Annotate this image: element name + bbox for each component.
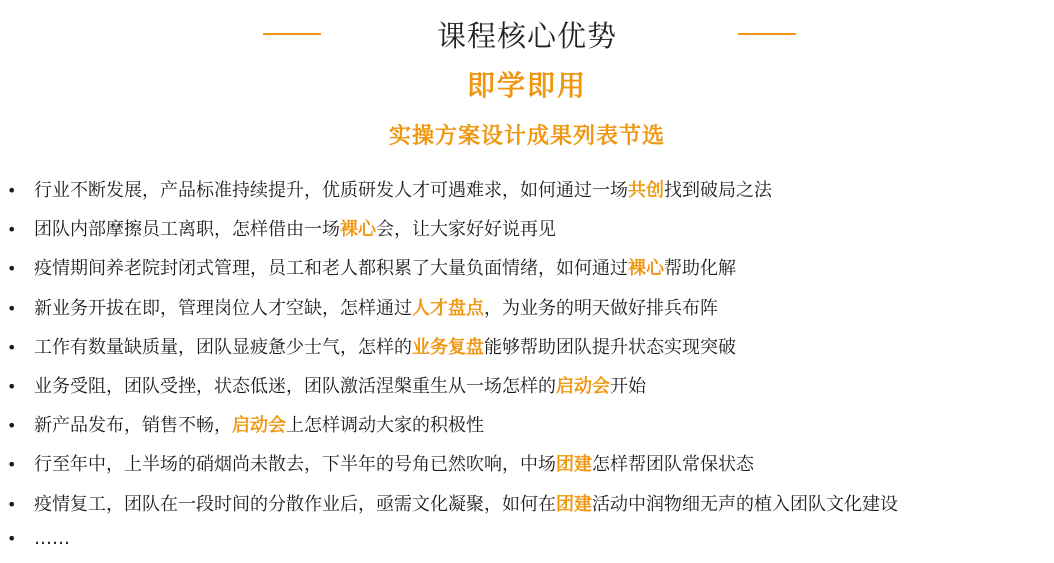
item-highlight: 启动会 [556, 375, 610, 397]
item-text: 疫情复工，团队在一段时间的分散作业后，亟需文化凝聚，如何在 [34, 493, 556, 515]
item-text: 行业不断发展，产品标准持续提升，优质研发人才可遇难求，如何通过一场 [34, 180, 628, 201]
item-text: 工作有数量缺质量，团队显疲惫少士气，怎样的 [34, 336, 412, 358]
item-text: 团队内部摩擦员工离职，怎样借由一场 [34, 219, 340, 241]
item-text-tail: 怎样帮团队常保状态 [592, 454, 754, 476]
list-item [0, 445, 1054, 484]
item-highlight: 团建 [556, 454, 592, 476]
page-subtitle: 即学即用 [466, 69, 587, 102]
right-divider-line [738, 33, 796, 35]
list-item [0, 289, 1054, 328]
item-highlight: 启动会 [232, 415, 286, 437]
list-caption: 实操方案设计成果列表节选 [388, 124, 665, 149]
list-item [0, 406, 1054, 445]
item-highlight: 团建 [556, 493, 592, 515]
bullet-icon: • [7, 494, 17, 514]
advantage-list [0, 171, 1054, 563]
header [0, 0, 1054, 60]
item-text-tail: ，为业务的明天做好排兵布阵 [484, 297, 718, 319]
item-highlight: 业务复盘 [412, 336, 484, 358]
item-highlight: 共创 [628, 180, 664, 201]
item-highlight: 人才盘点 [412, 297, 484, 319]
item-text-tail: 上怎样调动大家的积极性 [286, 415, 484, 437]
item-text: 业务受阻，团队受挫，状态低迷，团队激活涅槃重生从一场怎样的 [34, 375, 556, 397]
bullet-icon: • [7, 376, 17, 396]
item-highlight: 裸心 [628, 258, 664, 280]
item-text: 行至年中，上半场的硝烟尚未散去，下半年的号角已然吹响，中场 [34, 454, 556, 476]
list-item [0, 249, 1054, 288]
list-item [0, 171, 1054, 210]
item-text: …… [34, 527, 70, 549]
bullet-icon: • [7, 298, 17, 318]
bullet-icon: • [7, 220, 17, 240]
list-item [0, 367, 1054, 406]
bullet-icon: • [7, 528, 17, 548]
bullet-icon: • [7, 259, 17, 279]
item-text-tail: 帮助化解 [664, 258, 736, 280]
item-highlight: 裸心 [340, 219, 376, 241]
list-item [0, 210, 1054, 249]
item-text-tail: 找到破局之法 [664, 180, 772, 201]
item-text-tail: 能够帮助团队提升状态实现突破 [484, 336, 736, 358]
page-title: 课程核心优势 [436, 19, 617, 53]
list-item [0, 485, 1054, 524]
bullet-icon: • [7, 416, 17, 436]
list-item [0, 524, 1054, 563]
item-text: 新业务开拔在即，管理岗位人才空缺，怎样通过 [34, 297, 412, 319]
bullet-icon: • [7, 337, 17, 357]
item-text: 新产品发布，销售不畅， [34, 415, 232, 437]
item-text-tail: 会，让大家好好说再见 [376, 219, 556, 241]
item-text-tail: 开始 [610, 375, 646, 397]
list-item [0, 328, 1054, 367]
bullet-icon: • [7, 181, 17, 200]
bullet-icon: • [7, 455, 17, 475]
item-text-tail: 活动中润物细无声的植入团队文化建设 [592, 493, 898, 515]
item-text: 疫情期间养老院封闭式管理，员工和老人都积累了大量负面情绪，如何通过 [34, 258, 628, 280]
